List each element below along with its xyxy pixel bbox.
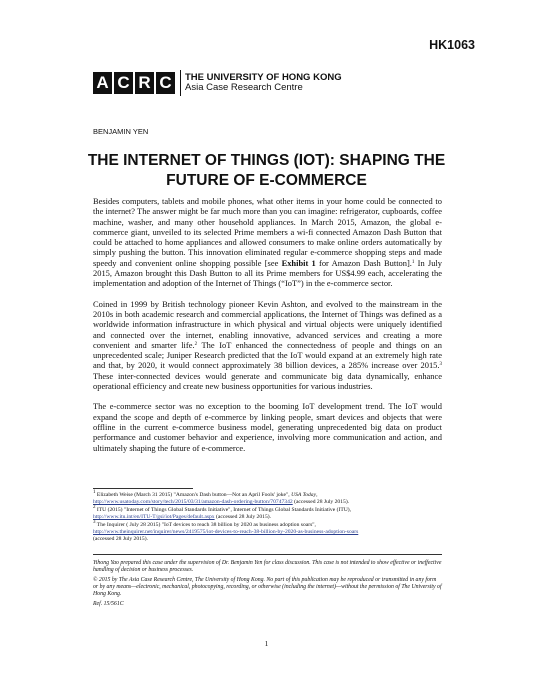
footnotes — [93, 492, 442, 544]
centre-name: Asia Case Research Centre — [185, 82, 303, 93]
notes-divider — [93, 554, 442, 555]
footnote-ref-3[interactable]: 3 — [439, 362, 442, 368]
title-line-2: FUTURE OF E-COMMERCE — [166, 172, 367, 189]
document-title — [60, 151, 473, 191]
title-line-1: THE INTERNET OF THINGS (IOT): SHAPING THE — [87, 152, 446, 169]
reference-code: Ref. 15/561C — [93, 601, 124, 607]
exhibit-reference: Exhibit 1 — [281, 257, 316, 268]
page-number: 1 — [264, 639, 269, 648]
footnote-link[interactable]: http://www.usatoday.com/story/tech/2015/03/31/amazon-dash-ordering-button/70747342 — [93, 499, 293, 505]
footnote-3: $^3$ The Inquirer ( July 28 2015) "IoT devices to reach 38 billion by 2020 as business adoption soars", http://www.theinquirer.net/inquirer/news/2419575/iot-devices-to-reach-38-billion-by-2020-as-business-adoption-soars (accessed 28 July 2015). — [93, 520, 359, 542]
logo-letter: R — [135, 72, 154, 94]
logo-letter: C — [156, 72, 175, 94]
author-name: BENJAMIN YEN — [93, 127, 149, 136]
logo-letter: C — [114, 72, 133, 94]
footnote-ref-2[interactable]: 2 — [194, 341, 198, 347]
footnote-2: $^2$ ITU (2015) "Internet of Things Global Standards Initiative", Internet of Things Global Standards Initiative (ITU), http://www.itu.int/en/ITU-T/gsi/iot/Pages/default.aspx (accessed 28 July 2015). — [93, 505, 352, 520]
paragraph-2: Coined in 1999 by British technology pioneer Kevin Ashton, and evolved to the mainstream in the 2010s in both academic research and commercial applications, the Internet of Things was defined as a worldwide information infrastructure in which physical and virtual objects were uniquely identified and connected over the internet, enabling innovative, advanced services and creating a more convenient and smarter life.$^2$ The IoT enhanced the connectedness of people and things on an unprecedented scale; Juniper Research predicted that the IoT would expand at an extremely high rate and that, by 2020, it would connect approximately 38 billion devices, a 285% increase over 2015.$^3$ These inter-connected devices would generate and communicate big data dynamically, enhance operational efficiency and create new business opportunities for various industries. — [93, 298, 442, 392]
case-number: HK1063 — [429, 38, 475, 52]
logo-divider — [180, 70, 181, 96]
university-name: THE UNIVERSITY OF HONG KONG — [185, 72, 342, 83]
footnote-link[interactable]: http://www.theinquirer.net/inquirer/news/2419575/iot-devices-to-reach-38-billion-by-2020-as-business-adoption-soars — [93, 529, 359, 535]
logo-letters — [93, 72, 177, 94]
logo-text — [185, 73, 342, 93]
body-text — [93, 196, 442, 463]
copyright-note: © 2015 by The Asia Case Research Centre, The University of Hong Kong. No part of this publication may be reproduced or transmitted in any form or by any means—electronic, mechanical, photocopying, recording, or otherwise (including the internet)—without the permission of The University of Hong Kong. — [93, 577, 442, 597]
logo-letter: A — [93, 72, 112, 94]
preparation-note: Yihong Yao prepared this case under the supervision of Dr. Benjamin Yen for class discussion. This case is not intended to show effective or ineffective handling of decision or business processes. — [93, 560, 442, 573]
footnote-divider — [93, 488, 193, 489]
case-notes — [93, 560, 442, 611]
paragraph-3: The e-commerce sector was no exception to the booming IoT development trend. The IoT would expand the scope and depth of e-commerce by linking people, smart devices and objects that were offline in the current e-commerce business model, generating unprecedented big data on product performance and customer behavior and experience, involving more communication and action, and ultimately shaping the future of e-commerce. — [93, 401, 442, 453]
footnote-link[interactable]: http://www.itu.int/en/ITU-T/gsi/iot/Pages/default.aspx — [93, 514, 215, 520]
paragraph-1: Besides computers, tablets and mobile phones, what other items in your home could be connected to the internet? The answer might be far much more than you can imagine: refrigerator, cupboards, coffee machine, washer, and many other household appliances. In March 2015, Amazon, the global e-commerce giant, unveiled to its selected Prime members a wi-fi connected Amazon Dash Button that could be attached to home appliances and allowed consumers to make online orders automatically by simply pushing the button. This innovation eliminated regular e-commerce shopping steps and made speedy and convenient online shopping possible [see Exhibit 1 for Amazon Dash Button].$^1$ In July 2015, Amazon brought this Dash Button to all its Prime members for US$4.99 each, accelerating the implementation and adoption of the Internet of Things (“IoT”) in the e-commerce sector. — [93, 196, 442, 289]
acrc-logo — [93, 70, 342, 96]
footnote-ref-1[interactable]: 1 — [411, 259, 415, 265]
footnote-1: $^1$ Elizabeth Weise (March 31 2015) "Amazon's Dash button—Not an April Fools' joke", USA Today, http://www.usatoday.com/story/tech/2015/03/31/amazon-dash-ordering-button/70747342 (accessed 28 July 2015). — [93, 490, 350, 505]
